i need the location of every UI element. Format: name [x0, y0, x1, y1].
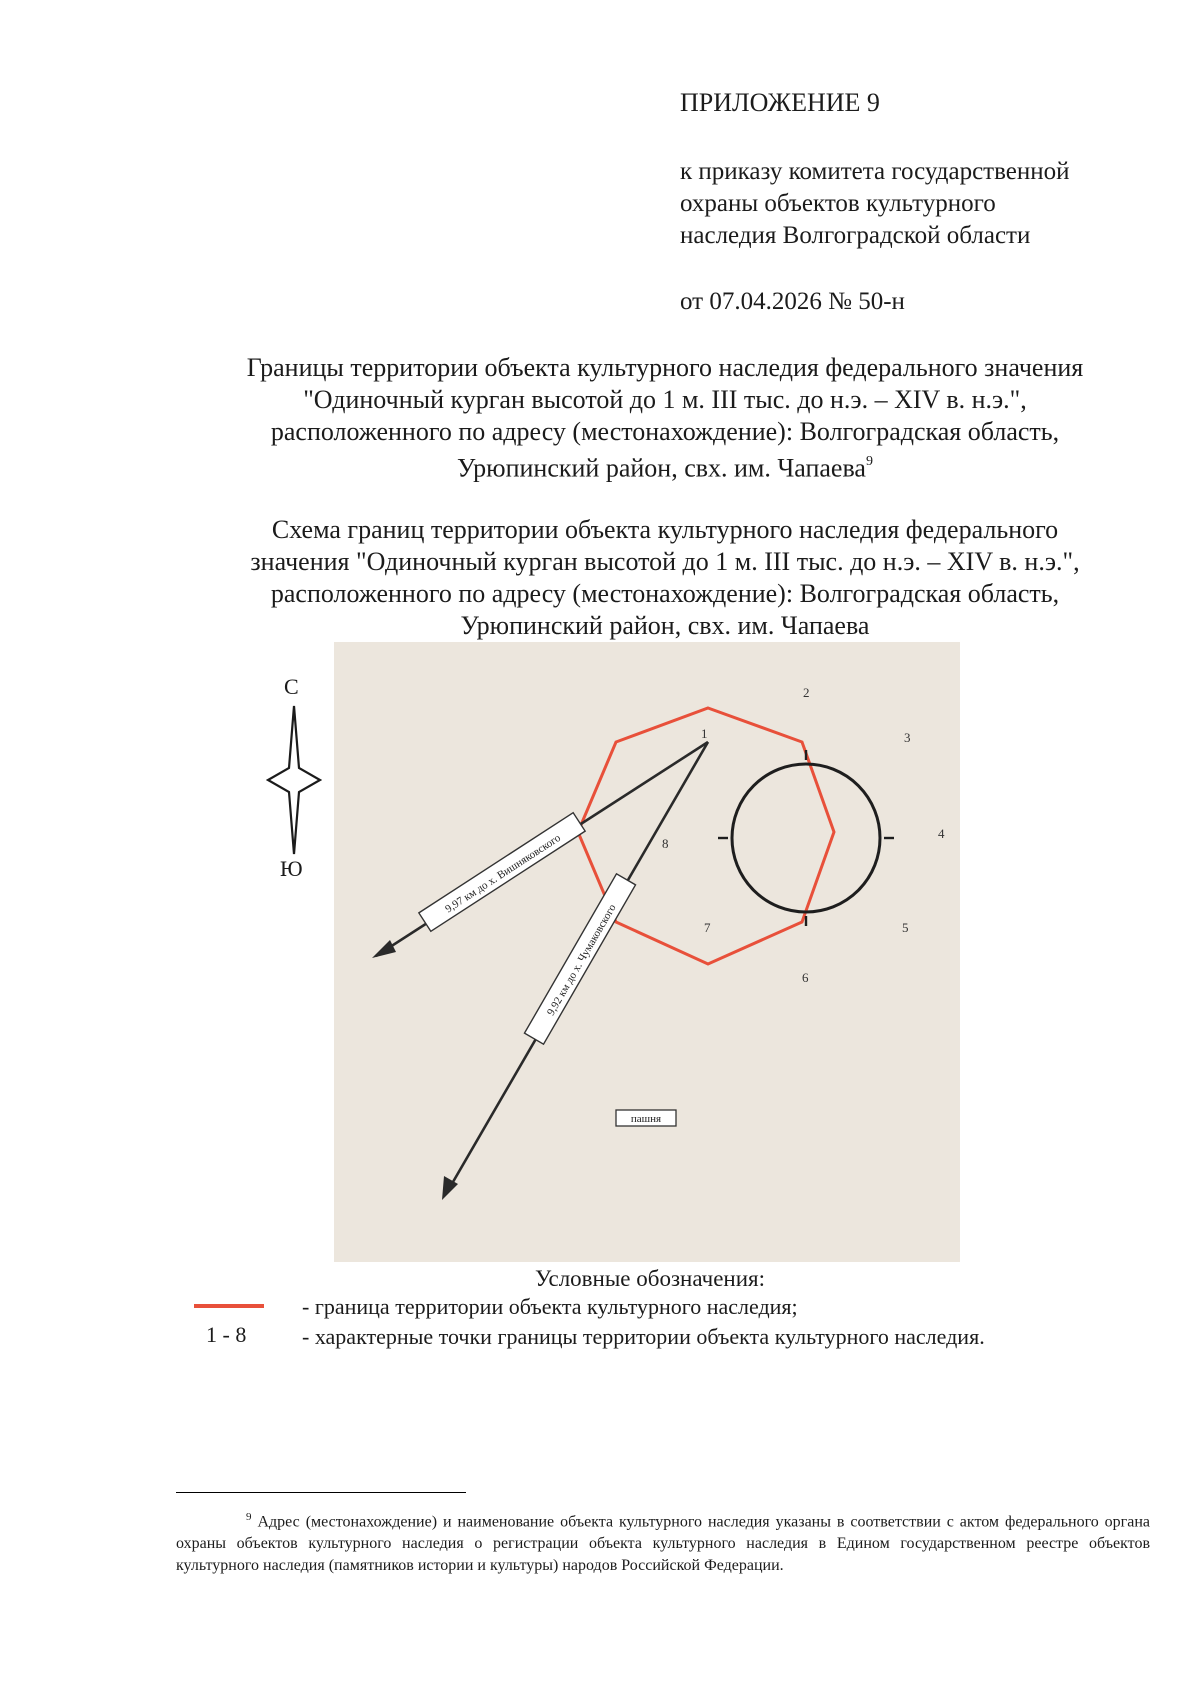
footnote — [176, 1506, 1150, 1577]
compass-north-label: С — [284, 674, 299, 699]
arrow2-label: 9,92 км до х. Чумаковского — [544, 902, 619, 1018]
legend-item-points: - характерные точки границы территории объекта культурного наследия. — [302, 1324, 985, 1349]
legend-boundary-swatch — [194, 1304, 264, 1308]
scheme-title-line-1: Схема границ территории объекта культурного наследия федерального — [271, 515, 1059, 544]
scheme-title-line-3: расположенного по адресу (местонахождение): Волгоградская область, — [270, 579, 1060, 608]
point-label-6: 6 — [802, 970, 809, 985]
heading-line-4-text: Урюпинский район, свх. им. Чапаева — [457, 453, 866, 483]
scheme-map — [334, 642, 960, 1262]
point-label-4: 4 — [938, 826, 945, 841]
point-label-2: 2 — [803, 685, 810, 700]
footnote-text: Адрес (местонахождение) и наименование объекта культурного наследия указаны в соответствии с актом федерального органа охраны объектов культурного наследия о регистрации объекта культурного наследия в Едином государственном реестре объектов культурного наследия (памятников истории и культуры) народов Российской Федерации. — [176, 1513, 1151, 1575]
mound-circle — [732, 764, 880, 912]
field-label: пашня — [630, 1113, 662, 1125]
heading-line-3: расположенного по адресу (местонахождение): Волгоградская область, — [270, 417, 1060, 446]
compass-south-label: Ю — [280, 856, 303, 881]
appendix-order-line-1: к приказу комитета государственной — [680, 158, 1070, 185]
scheme-map-drawing — [334, 642, 960, 1262]
appendix-order-line-3: наследия Волгоградской области — [680, 222, 1031, 249]
point-label-3: 3 — [904, 730, 911, 745]
point-label-7: 7 — [704, 920, 711, 935]
heading-line-1: Границы территории объекта культурного наследия федерального значения — [246, 353, 1084, 382]
legend-title: Условные обозначения: — [534, 1266, 766, 1291]
appendix-title: ПРИЛОЖЕНИЕ 9 — [680, 88, 880, 117]
footnote-rule — [176, 1492, 466, 1493]
heading-line-4 — [0, 448, 1200, 485]
heading-footnote-mark: 9 — [865, 454, 873, 469]
arrow1-label: 9,97 км до х. Вишняковского — [443, 831, 563, 916]
legend-item-boundary: - граница территории объекта культурного наследия; — [302, 1294, 798, 1319]
point-label-8: 8 — [662, 836, 669, 851]
compass-rose-icon — [266, 704, 322, 856]
legend-points-symbol: 1 - 8 — [206, 1322, 247, 1347]
appendix-date: от 07.04.2026 № 50-н — [680, 288, 905, 315]
scheme-title — [0, 514, 1200, 642]
point-label-1: 1 — [701, 726, 708, 741]
scheme-title-line-2: значения "Одиночный курган высотой до 1 м. III тыс. до н.э. – XIV в. н.э.", — [250, 547, 1080, 576]
footnote-mark: 9 — [246, 1511, 252, 1523]
appendix-order-line-2: охраны объектов культурного — [680, 190, 996, 217]
heading-line-2: "Одиночный курган высотой до 1 м. III тыс. до н.э. – XIV в. н.э.", — [303, 385, 1027, 414]
point-label-5: 5 — [902, 920, 909, 935]
document-heading — [0, 352, 1200, 485]
scheme-title-line-4: Урюпинский район, свх. им. Чапаева — [460, 611, 870, 640]
